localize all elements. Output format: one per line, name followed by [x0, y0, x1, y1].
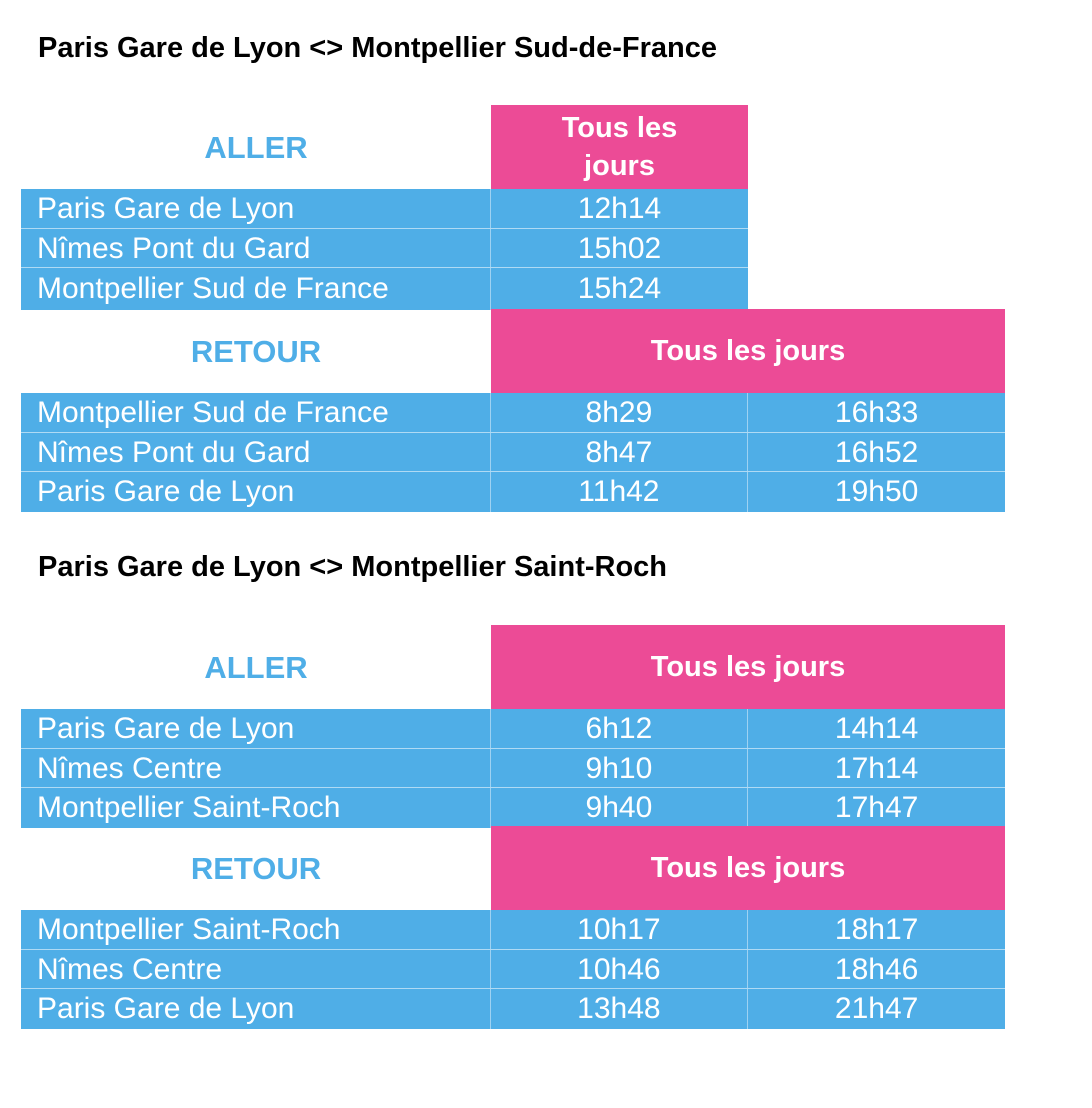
departure-time: 8h47 — [585, 436, 653, 469]
departure-time: 15h24 — [577, 272, 662, 305]
table-row — [21, 228, 748, 269]
station-name: Nîmes Pont du Gard — [21, 433, 491, 473]
table-row — [21, 988, 1005, 1029]
departure-time: 17h47 — [747, 788, 1005, 828]
section-title: Paris Gare de Lyon <> Montpellier Sud-de-France — [38, 32, 717, 64]
departure-time: 14h14 — [747, 709, 1005, 749]
station-name: Paris Gare de Lyon — [21, 709, 491, 749]
departure-time: 11h42 — [578, 475, 660, 508]
departure-time: 13h48 — [577, 992, 661, 1025]
aller-label: ALLER — [204, 129, 308, 165]
station-name: Paris Gare de Lyon — [21, 472, 491, 512]
retour-label: RETOUR — [190, 850, 322, 886]
departure-time: 8h29 — [585, 396, 653, 429]
schedule-header-line: jours — [584, 150, 655, 182]
aller-label: ALLER — [204, 649, 308, 685]
table-row — [21, 787, 1005, 828]
departure-time: 16h52 — [747, 433, 1005, 473]
station-name: Montpellier Sud de France — [21, 268, 491, 310]
station-name: Montpellier Saint-Roch — [21, 788, 491, 828]
station-name: Montpellier Saint-Roch — [21, 910, 491, 950]
section-title: Paris Gare de Lyon <> Montpellier Saint-Roch — [38, 551, 668, 583]
departure-time: 10h17 — [577, 913, 661, 946]
table-row — [21, 709, 1005, 749]
departure-time: 16h33 — [747, 393, 1005, 433]
table-row — [21, 471, 1005, 512]
table-row — [21, 189, 748, 229]
departure-time: 9h10 — [585, 752, 653, 785]
station-name: Nîmes Pont du Gard — [21, 229, 491, 269]
schedule-header — [491, 105, 748, 189]
departure-time: 17h14 — [747, 749, 1005, 789]
table-row — [21, 393, 1005, 433]
station-name: Paris Gare de Lyon — [21, 189, 491, 229]
schedule-header-line: Tous les — [561, 112, 678, 144]
departure-time: 10h46 — [577, 953, 661, 986]
departure-time: 6h12 — [585, 712, 653, 745]
departure-time: 19h50 — [747, 472, 1005, 512]
table-row — [21, 910, 1005, 950]
departure-time: 15h02 — [577, 232, 662, 265]
departure-time: 18h17 — [747, 910, 1005, 950]
station-name: Montpellier Sud de France — [21, 393, 491, 433]
station-name: Nîmes Centre — [21, 749, 491, 789]
departure-time: 18h46 — [747, 950, 1005, 990]
station-name: Paris Gare de Lyon — [21, 989, 491, 1029]
schedule-header: Tous les jours — [491, 309, 1005, 393]
retour-label: RETOUR — [190, 333, 322, 369]
table-row — [21, 267, 748, 310]
station-name: Nîmes Centre — [21, 950, 491, 990]
table-row — [21, 432, 1005, 473]
schedule-header: Tous les jours — [491, 625, 1005, 709]
table-row — [21, 748, 1005, 789]
schedule-header: Tous les jours — [491, 826, 1005, 910]
departure-time: 9h40 — [585, 791, 653, 824]
table-row — [21, 949, 1005, 990]
departure-time: 21h47 — [747, 989, 1005, 1029]
departure-time: 12h14 — [577, 192, 662, 225]
